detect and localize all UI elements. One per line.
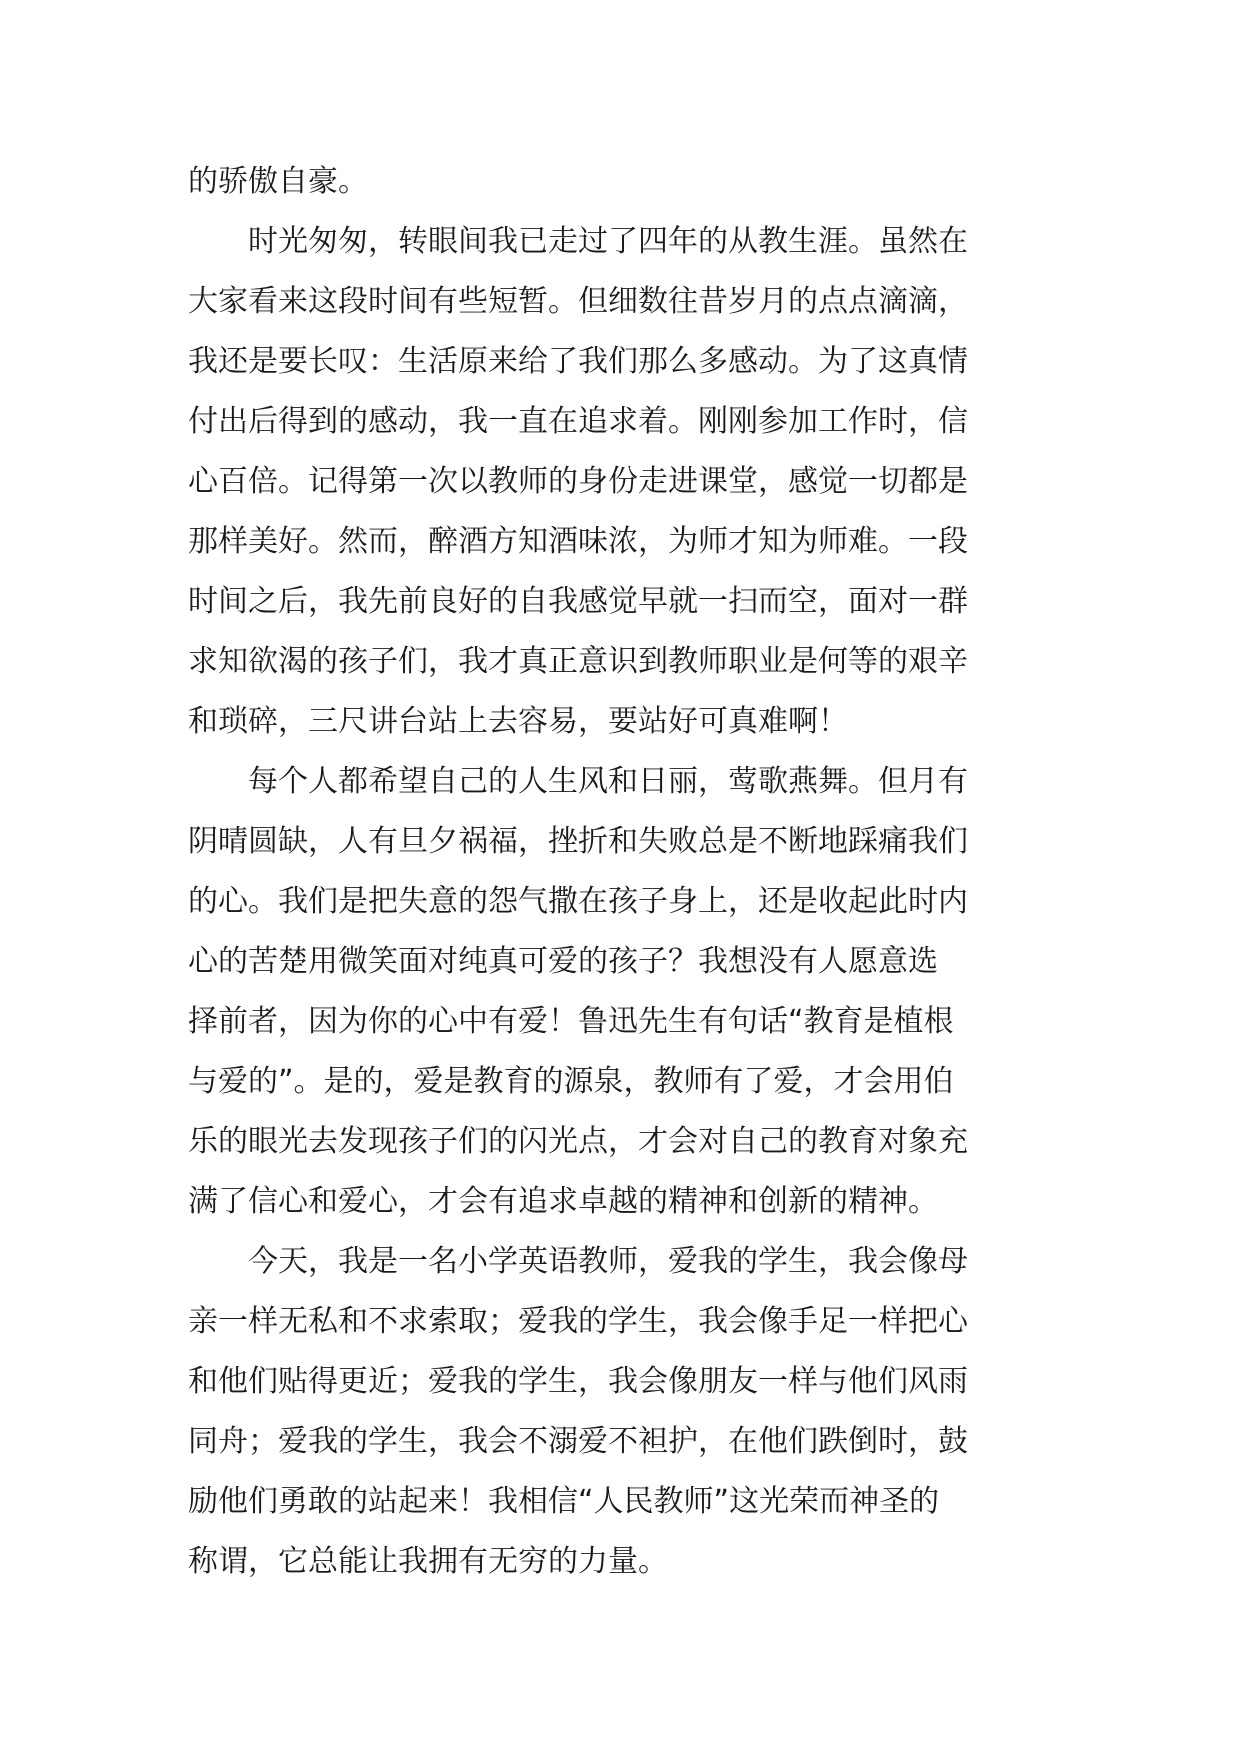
- text-line: 每个人都希望自己的人生风和日丽，莺歌燕舞。但月有: [248, 764, 968, 799]
- text-line: 择前者，因为你的心中有爱！鲁迅先生有句话“教育是植根: [188, 1004, 954, 1039]
- text-line: 阴晴圆缺，人有旦夕祸福，挫折和失败总是不断地踩痛我们: [188, 824, 968, 859]
- paragraph-3: [188, 752, 1052, 1232]
- text-line: 亲一样无私和不求索取；爱我的学生，我会像手足一样把心: [188, 1304, 968, 1339]
- text-line: 我还是要长叹：生活原来给了我们那么多感动。为了这真情: [188, 344, 968, 379]
- paragraph-1: [188, 152, 1052, 212]
- body-text: [188, 152, 1052, 1592]
- text-line: 的心。我们是把失意的怨气撒在孩子身上，还是收起此时内: [188, 884, 968, 919]
- text-line: 满了信心和爱心，才会有追求卓越的精神和创新的精神。: [188, 1184, 938, 1219]
- text-line: 付出后得到的感动，我一直在追求着。刚刚参加工作时，信: [188, 404, 968, 439]
- text-line: 称谓，它总能让我拥有无穷的力量。: [188, 1544, 668, 1579]
- text-line: 的骄傲自豪。: [188, 164, 368, 199]
- text-line: 心百倍。记得第一次以教师的身份走进课堂，感觉一切都是: [188, 464, 968, 499]
- text-line: 同舟；爱我的学生，我会不溺爱不袒护，在他们跌倒时，鼓: [188, 1424, 968, 1459]
- text-line: 乐的眼光去发现孩子们的闪光点，才会对自己的教育对象充: [188, 1124, 968, 1159]
- text-line: 时间之后，我先前良好的自我感觉早就一扫而空，面对一群: [188, 584, 968, 619]
- text-line: 大家看来这段时间有些短暂。但细数往昔岁月的点点滴滴，: [188, 284, 968, 319]
- text-line: 那样美好。然而，醉酒方知酒味浓，为师才知为师难。一段: [188, 524, 968, 559]
- text-line: 心的苦楚用微笑面对纯真可爱的孩子？我想没有人愿意选: [188, 944, 938, 979]
- text-line: 励他们勇敢的站起来！我相信“人民教师”这光荣而神圣的: [188, 1484, 940, 1519]
- text-line: 时光匆匆，转眼间我已走过了四年的从教生涯。虽然在: [248, 224, 968, 259]
- paragraph-4: [188, 1232, 1052, 1592]
- text-line: 求知欲渴的孩子们，我才真正意识到教师职业是何等的艰辛: [188, 644, 968, 679]
- paragraph-2: [188, 212, 1052, 752]
- text-line: 今天，我是一名小学英语教师，爱我的学生，我会像母: [248, 1244, 968, 1279]
- text-line: 和琐碎，三尺讲台站上去容易，要站好可真难啊！: [188, 704, 848, 739]
- text-line: 和他们贴得更近；爱我的学生，我会像朋友一样与他们风雨: [188, 1364, 968, 1399]
- text-line: 与爱的”。是的，爱是教育的源泉，教师有了爱，才会用伯: [188, 1064, 954, 1099]
